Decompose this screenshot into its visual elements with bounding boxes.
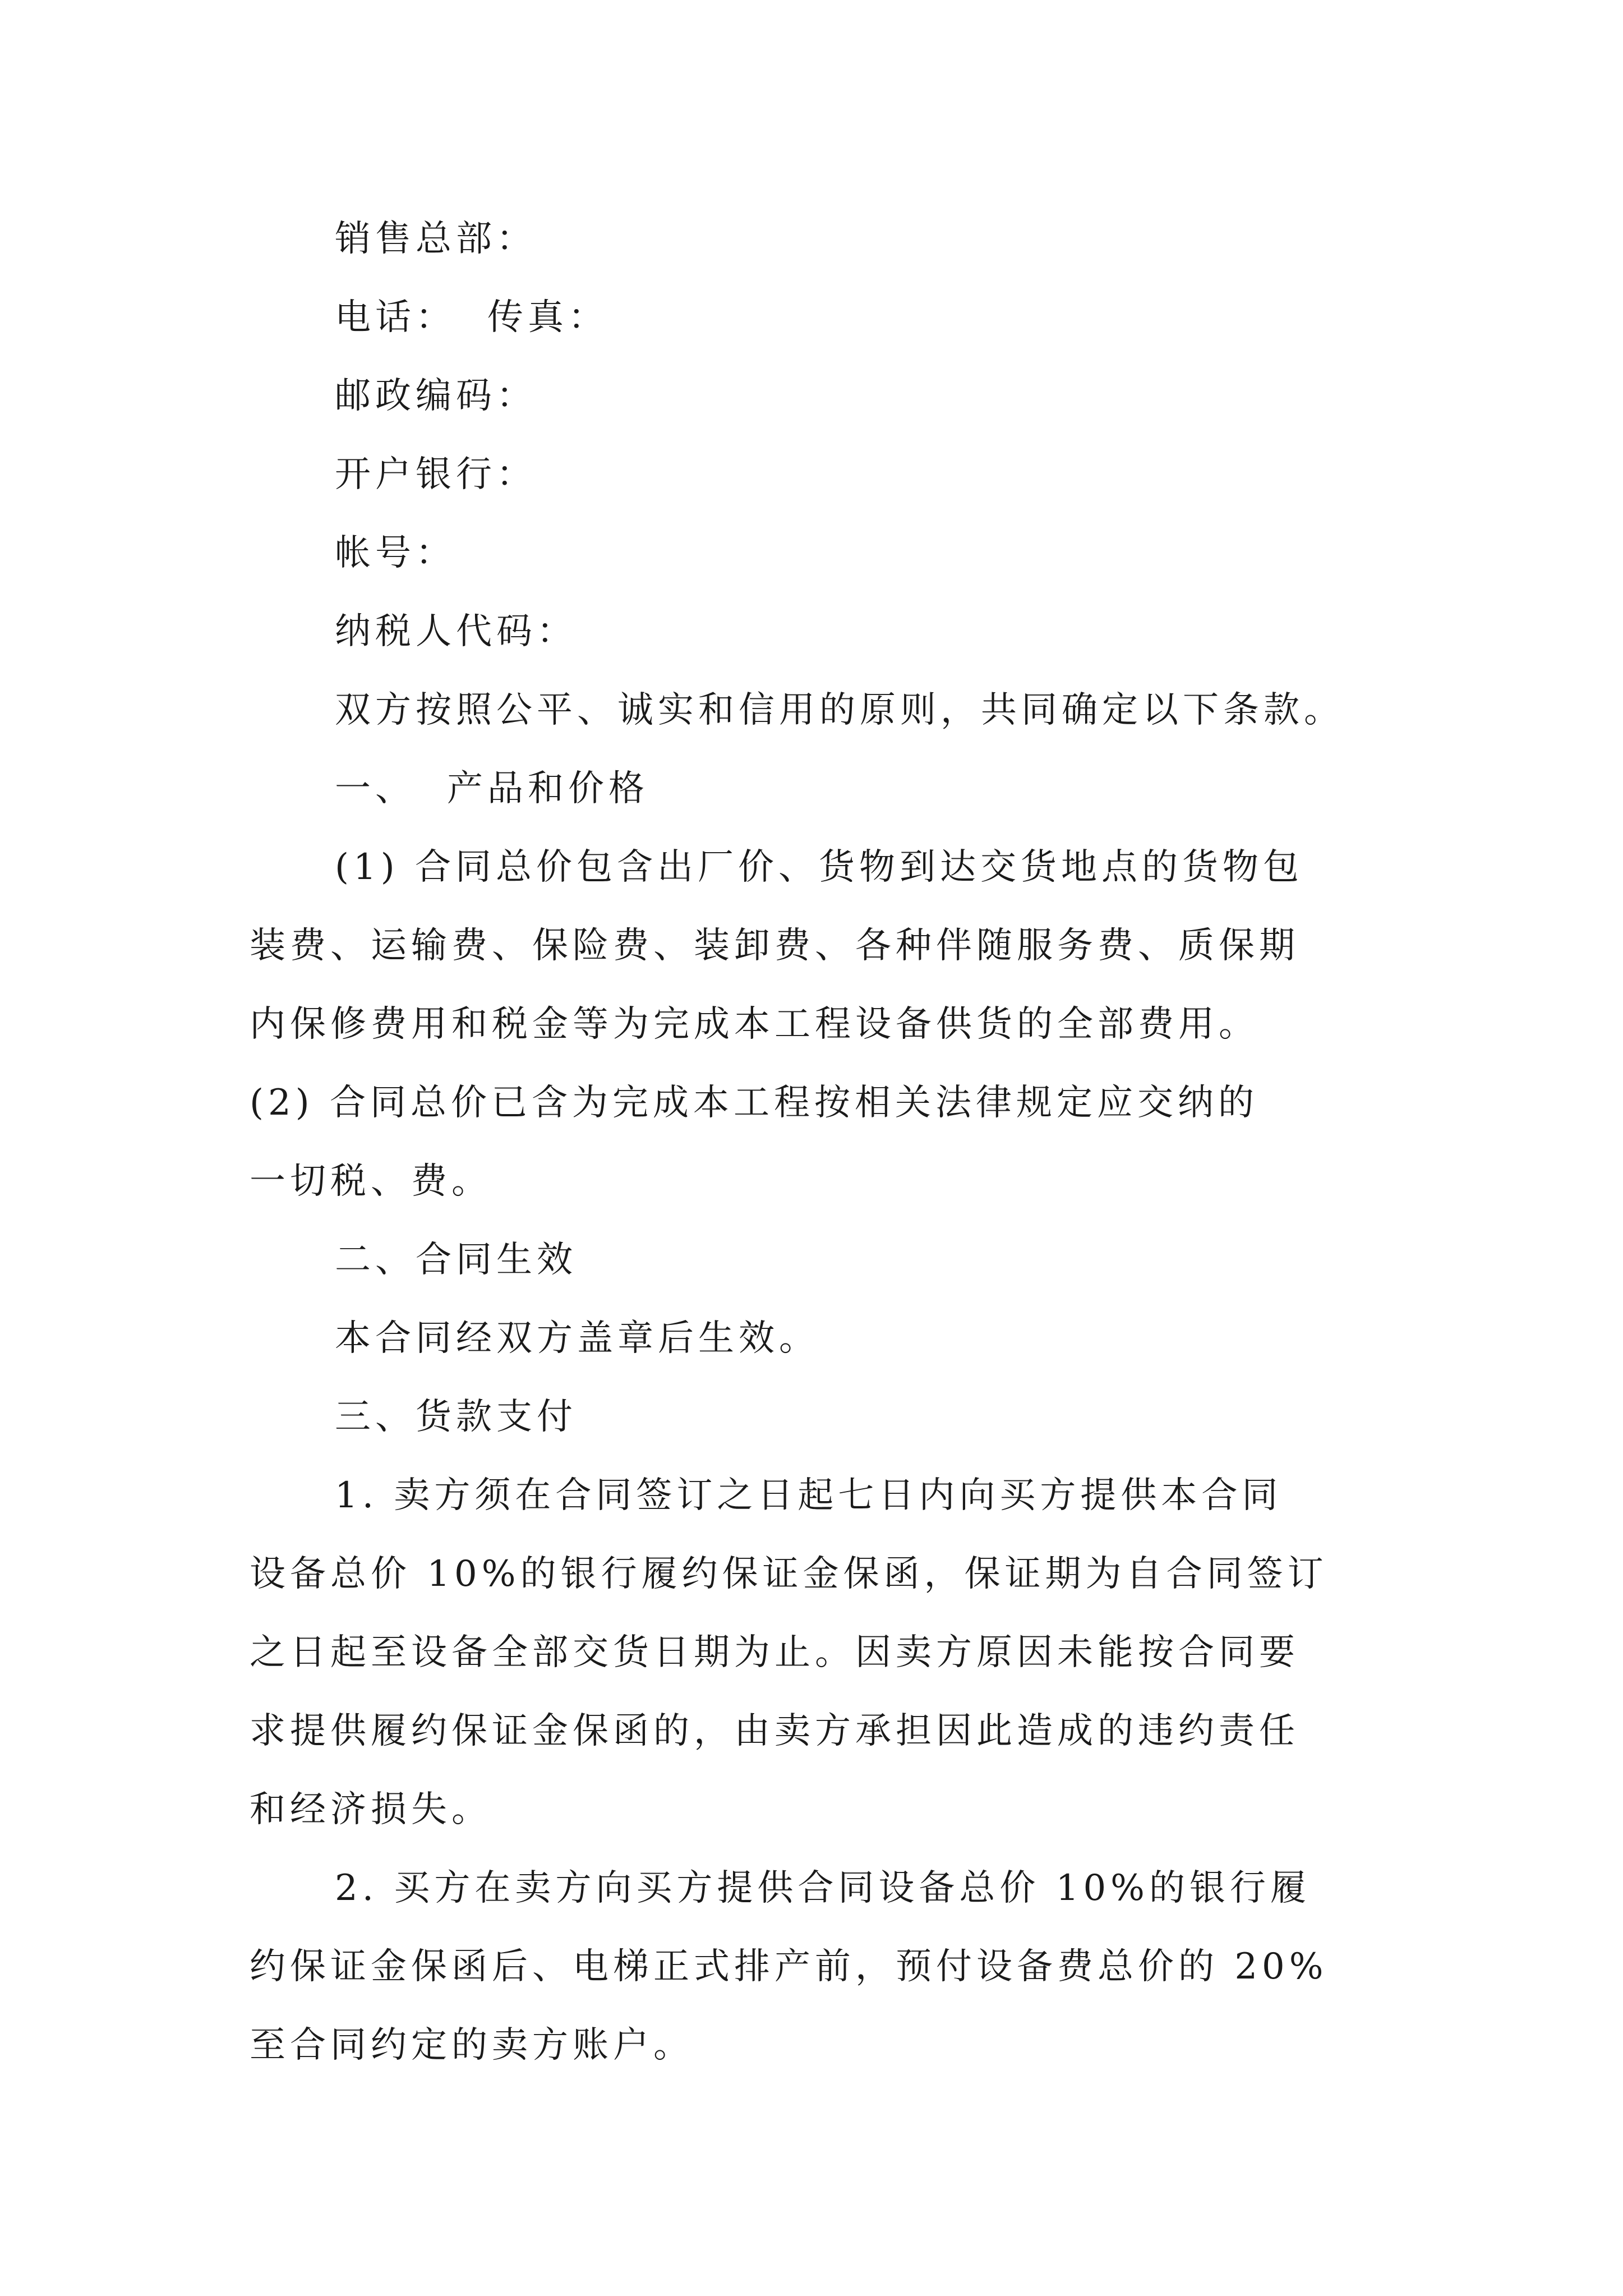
account-label: 帐号： xyxy=(335,532,456,574)
sales-hq-label: 销售总部： xyxy=(335,218,537,260)
section3-item2-line1: 2. 买方在卖方向买方提供合同设备总价 10%的银行履 xyxy=(335,1867,1311,1909)
phone-label: 电话： xyxy=(335,297,456,338)
bank-label: 开户银行： xyxy=(335,454,537,495)
phone-fax-line xyxy=(335,295,608,340)
section3-item1-line4: 求提供履约保证金保函的，由卖方承担因此造成的违约责任 xyxy=(250,1710,1299,1752)
section1-item1-line2: 装费、运输费、保险费、装卸费、各种伴随服务费、质保期 xyxy=(250,925,1299,967)
section3-heading: 三、货款支付 xyxy=(335,1396,577,1438)
section2-heading: 二、合同生效 xyxy=(335,1239,577,1281)
section1-heading xyxy=(335,766,649,811)
section3-item1-line2: 设备总价 10%的银行履约保证金保函，保证期为自合同签订 xyxy=(250,1553,1328,1595)
intro-paragraph: 双方按照公平、诚实和信用的原则，共同确定以下条款。 xyxy=(335,689,1344,731)
section1-item2-line2: 一切税、费。 xyxy=(250,1161,492,1202)
taxpayer-code-label: 纳税人代码： xyxy=(335,611,577,652)
section1-item1-line3: 内保修费用和税金等为完成本工程设备供货的全部费用。 xyxy=(250,1004,1259,1045)
section3-item1-line3: 之日起至设备全部交货日期为止。因卖方原因未能按合同要 xyxy=(250,1632,1299,1673)
fax-label: 传真： xyxy=(487,297,608,338)
section2-body: 本合同经双方盖章后生效。 xyxy=(335,1318,819,1359)
section1-heading-text: 产品和价格 xyxy=(447,768,649,809)
section1-heading-number: 一、 xyxy=(335,768,416,809)
section3-item1-line5: 和经济损失。 xyxy=(250,1789,492,1830)
section1-item2-line1: (2) 合同总价已含为完成本工程按相关法律规定应交纳的 xyxy=(250,1082,1258,1124)
section3-item2-line3: 至合同约定的卖方账户。 xyxy=(250,2024,694,2066)
section3-item2-line2: 约保证金保函后、电梯正式排产前，预付设备费总价的 20% xyxy=(250,1946,1328,1987)
section3-item1-line1: 1. 卖方须在合同签订之日起七日内向买方提供本合同 xyxy=(335,1475,1283,1516)
section1-item1-line1: (1) 合同总价包含出厂价、货物到达交货地点的货物包 xyxy=(335,846,1303,888)
postal-code-label: 邮政编码： xyxy=(335,375,537,417)
